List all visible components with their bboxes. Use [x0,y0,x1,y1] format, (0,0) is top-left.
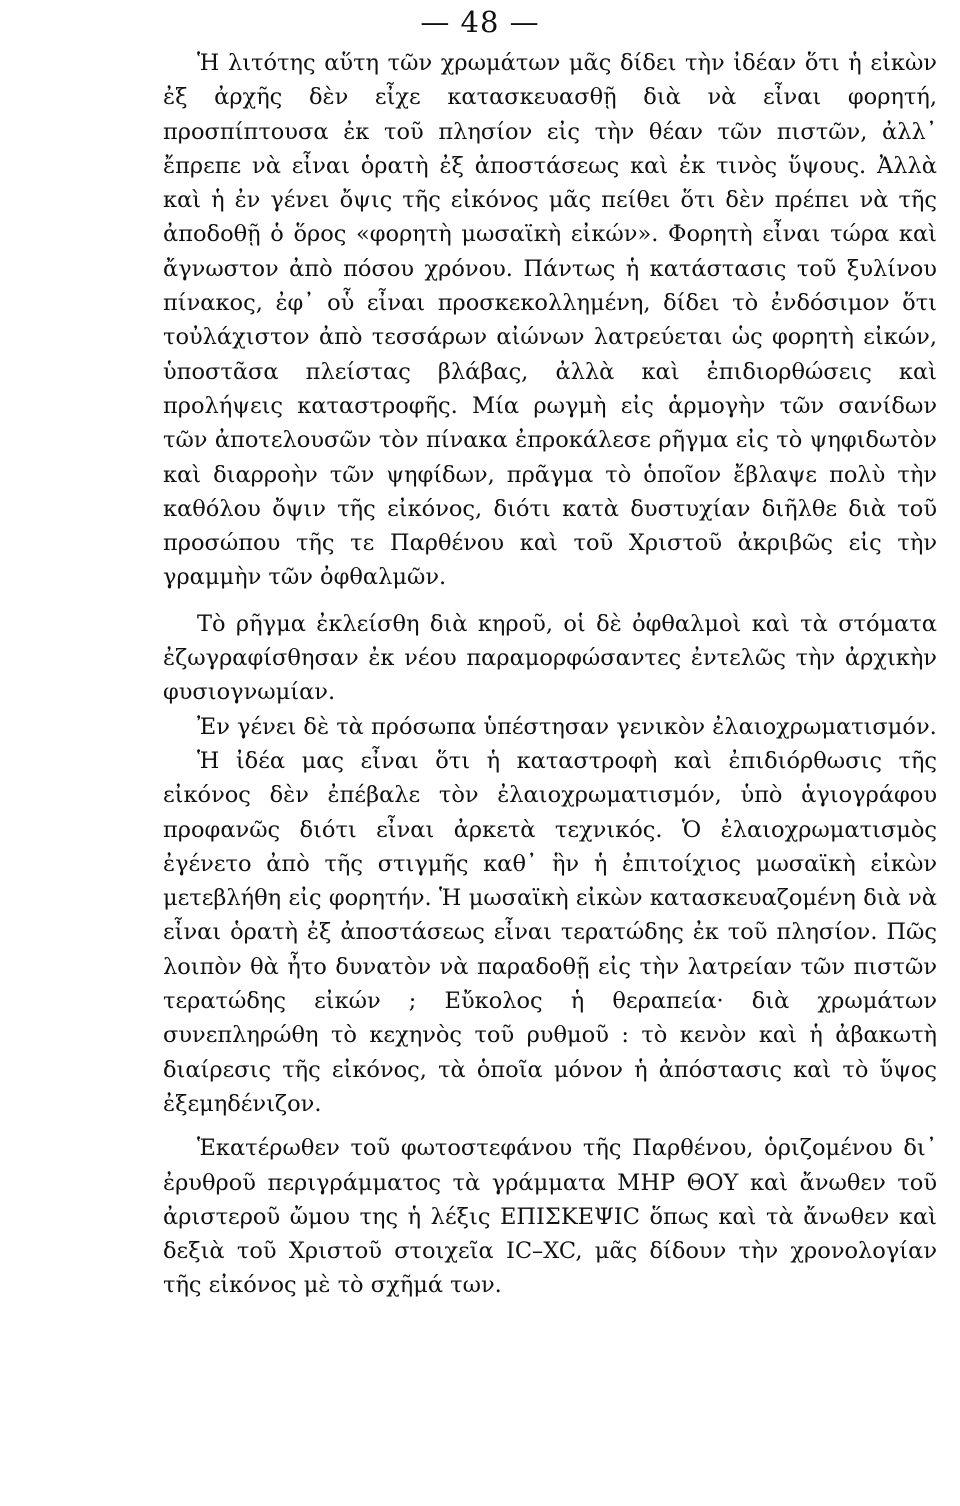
paragraph-3: Ἐν γένει δὲ τὰ πρόσωπα ὑπέστησαν γενικὸν ἐλαιοχρωματισμόν. [197,713,937,740]
paragraph-4: Ἡ ἰδέα μας εἶναι ὅτι ἡ καταστροφὴ καὶ ἐπιδιόρθωσις τῆς εἰκόνος δὲν ἐπέβαλε τὸν ἐλαιοχρωματισμόν, ὑπὸ ἁγιογράφου προφανῶς διότι εἶναι ἀρκετὰ τεχνικός. Ὁ ἐλαιοχρωματισμὸς ἐγένετο ἀπὸ τῆς στιγμῆς καθ᾿ ἣν ἡ ἐπιτοίχιος μωσαϊκὴ εἰκὼν μετεβλήθη εἰς φορητήν. Ἡ μωσαϊκὴ εἰκὼν κατασκευαζομένη διὰ νὰ εἶναι ὁρατὴ ἐξ ἀποστάσεως εἶναι τερατώδης ἐκ τοῦ πλησίον. Πῶς λοιπὸν θὰ ἦτο δυνατὸν νὰ παραδοθῇ εἰς τὴν λατρείαν τῶν πιστῶν τερατώδης εἰκών ; Εὔκολος ἡ θεραπεία· διὰ χρωμάτων συνεπληρώθη τὸ κεχηνὸς τοῦ ρυθμοῦ : τὸ κενὸν καὶ ἡ ἀβακωτὴ διαίρεσις τῆς εἰκόνος, τὰ ὁποῖα μόνον ἡ ἀπόστασις καὶ τὸ ὕψος ἐξεμηδένιζον. [163,747,937,1117]
paragraph-2: Τὸ ρῆγμα ἐκλείσθη διὰ κηροῦ, οἱ δὲ ὀφθαλμοὶ καὶ τὰ στόματα ἐζωγραφίσθησαν ἐκ νέου παραμορφώσαντες ἐντελῶς τὴν ἀρχικὴν φυσιογνωμίαν. [163,610,937,706]
paragraph-1: Ἡ λιτότης αὕτη τῶν χρωμάτων μᾶς δίδει τὴν ἰδέαν ὅτι ἡ εἰκὼν ἐξ ἀρχῆς δὲν εἶχε κατασκευασθῇ διὰ νὰ εἶναι φορητή, προσπίπτουσα ἐκ τοῦ πλησίον εἰς τὴν θέαν τῶν πιστῶν, ἀλλ᾿ ἔπρεπε νὰ εἶναι ὁρατὴ ἐξ ἀποστάσεως καὶ ἐκ τινὸς ὕψους. Ἀλλὰ καὶ ἡ ἐν γένει ὄψις τῆς εἰκόνος μᾶς πείθει ὅτι δὲν πρέπει νὰ τῆς ἀποδοθῇ ὁ ὅρος «φορητὴ μωσαϊκὴ εἰκών». Φορητὴ εἶναι τώρα καὶ ἄγνωστον ἀπὸ πόσου χρόνου. Πάντως ἡ κατάστασις τοῦ ξυλίνου πίνακος, ἐφ᾿ οὗ εἶναι προσκεκολλημένη, δίδει τὸ ἐνδόσιμον ὅτι τοὐλάχιστον ἀπὸ τεσσάρων αἰώνων λατρεύεται ὡς φορητὴ εἰκών, ὑποστᾶσα πλείστας βλάβας, ἀλλὰ καὶ ἐπιδιορθώσεις καὶ προλήψεις καταστροφῆς. Μία ρωγμὴ εἰς ἁρμογὴν τῶν σανίδων τῶν ἀποτελουσῶν τὸν πίνακα ἐπροκάλεσε ρῆγμα εἰς τὸ ψηφιδωτὸν καὶ διαρροὴν τῶν ψηφίδων, πρᾶγμα τὸ ὁποῖον ἔβλαψε πολὺ τὴν καθόλου ὄψιν τῆς εἰκόνος, διότι κατὰ δυστυχίαν διῆλθε διὰ τοῦ προσώπου τῆς τε Παρθένου καὶ τοῦ Χριστοῦ ἀκριβῶς εἰς τὴν γραμμὴν τῶν ὀφθαλμῶν. [163,50,937,591]
page-number: — 48 — [420,5,540,39]
paragraph-5: Ἑκατέρωθεν τοῦ φωτοστεφάνου τῆς Παρθένου, ὁριζομένου δι᾿ ἐρυθροῦ περιγράμματος τὰ γράμματα ΜΗΡ ΘΟΥ καὶ ἄνωθεν τοῦ ἀριστεροῦ ὤμου της ἡ λέξις ΕΠΙΣΚΕΨΙC ὅπως καὶ τὰ ἄνωθεν καὶ δεξιὰ τοῦ Χριστοῦ στοιχεῖα IC–XC, μᾶς δίδουν τὴν χρονολογίαν τῆς εἰκόνος μὲ τὸ σχῆμά των. [163,1135,937,1299]
body-text [163,46,937,1303]
